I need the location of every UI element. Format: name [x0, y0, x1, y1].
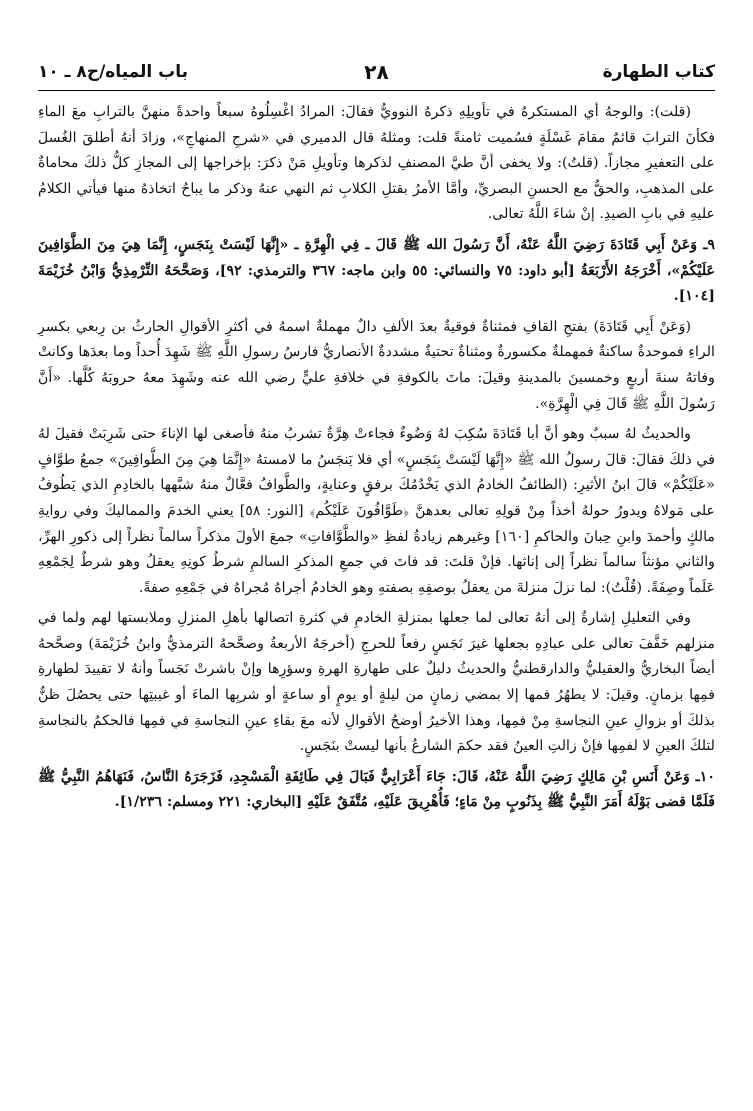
commentary-paragraph: وفي التعليلِ إشارةٌ إلى أنهُ تعالى لما جعلها بمنزلةِ الخادمِ في كثرةِ اتصالها بأهلِ المنزلِ وملابستها لهم ولما في منزلهم خَفَّفَ تعالى على عبادِهِ بجعلها غيرَ نَجَسٍ رفعاً للحرجِ (أخرجَهُ الأربعةُ وصحَّحهُ الترمذيُّ وابنُ خُزَيْمَةَ) وصحَّحهُ أيضاً البخاريُّ والعقيليُّ والدارقطنيُّ والحديثُ دليلٌ على طهارةِ الهرةِ وسؤرِها وإنْ باشرتْ نَجَساً وأنهُ لا تقييدَ لطهارةِ فمِها بزمانٍ. وقيلَ: لا يطهُرُ فمها إلا بمضي زمانٍ من ليلةٍ أو يومٍ أو ساعةٍ أو شربِها الماءَ أو غيبتِها حتى يحصُلَ ظنٌّ بذلكَ أو بزوالِ عينِ النجاسةِ مِنْ فمِها، وهذا الأخيرُ أوضحُ الأقوالِ لأنه معَ بقاءِ عينِ النجاسةِ في فمِها فالحكمُ بالنجاسةِ لتلكَ العينِ لا لفمِها فإنْ زالتِ العينُ فقد حكمَ الشارعُ بأنها ليستْ بنَجَسٍ. — [38, 610, 715, 755]
book-title: كتاب الطهارة — [602, 62, 715, 82]
page-number: ٢٨ — [364, 60, 389, 84]
commentary-paragraph: والحديثُ لهُ سببٌ وهو أنَّ أبا قَتَادَةَ سُكِبَ لهُ وَضُوءٌ فجاءتْ هِرَّةٌ تشربُ منهُ فأصغى لها الإناءَ حتى شَرِبَتْ فقيلَ لهُ في ذلكَ فقالَ: قالَ رسولُ الله ﷺ «إِنَّهَا لَيْسَتْ بِنَجَسٍ» أي فلا يَنجَسُ ما لامستهُ «إِنَّمَا هِيَ مِنَ الطَّوافِينَ» جمعُ طوَّافٍ «عَلَيْكُمْ» قالَ ابنُ الأثيرِ: (الطائفُ الخادمُ الذي يَخْدُمُكَ برفقٍ وعنايةٍ، والطَّوافُ فعَّالٌ منهُ شبَّهها بالخادِمِ الذي يَطُوفُ على مَولاهُ ويدورُ حولهُ أخذاً مِنْ قولِهِ تعالى بعدهنَّ ﴿طَوَّافُونَ عَلَيْكُم﴾ [النور: ٥٨] يعني الخدمَ والمماليكَ وفي روايةِ مالكٍ وأحمدَ وابنِ حِبانَ والحاكمِ [١٦٠] وغيرهم زيادةُ لفظِ «والطَّوَّافاتِ» جمعَ الأولَ مذكراً سالماً نظراً إلى ذكورِ الهرِّ، والثاني مؤنثاً سالماً نظراً إلى إناثها. فإنْ قلتَ: قد فاتَ في جمعِ المذكرِ السالمِ شرطُ كونِهِ يعقلُ وهو شرطٌ لِجَمْعِهِ عَلَماً وصِفَةً. (قُلْتُ): لما نزلَ منزلةَ من يعقلُ بوصفِهِ بصفتهِ وهو الخادمُ أجراهُ مُجراهُ في جَمْعِهِ صفةً. — [38, 426, 715, 596]
commentary-paragraph: (وَعَنْ أَبِي قَتَادَةَ) بفتحِ القافِ فمثناةٌ فوقيةٌ بعدَ الألفِ دالٌ مهملةٌ اسمهُ في أكثرِ الأقوالِ الحارثُ بن رِبعي بكسرِ الراءِ فموحدةٌ ساكنةٌ فمهملةٌ مكسورةٌ ومثناةٌ تحتيةٌ مشددةٌ الأنصاريُّ فارسُ رسولِ اللَّهِ ﷺ شَهِدَ أُحداً وما بعدَها وكانتْ وفاتهُ سنةَ أربعٍ وخمسينَ بالمدينةِ وقيلَ: ماتَ بالكوفةِ في خلافةِ عليٍّ رضي الله عنه وشَهِدَ معهُ حروبَهُ كُلَّها. «أَنَّ رَسُولَ اللَّهِ ﷺ قَالَ فِي الْهِرَّةِ». — [38, 318, 715, 412]
chapter-reference: باب المياه/ح٨ ـ ١٠ — [38, 62, 189, 82]
commentary-paragraph: (قلت): والوجهُ أي المستكرهُ في تأويلِهِ ذكرهُ النوويُّ فقالَ: المرادُ اغْسِلُوهُ سبعاً واحدةً منهنَّ بالترابِ معَ الماءِ فكأنَ الترابَ قائمٌ مقامَ غَسْلَةٍ فسُميت ثامنةً قلت: ومثلهُ قال الدميري في «شرحِ المنهاجِ»، وزادَ أنهُ أطلقَ الغُسلَ على التعفيرِ مجازاً. (قلتُ): ولا يخفى أنَّ طيَّ المصنفِ لذكرها وتأويلِ مَنْ ذكرَ: بإخراجها إلى المجازِ كلُّ ذلكَ محاماةٌ على المذهبِ، والحقُّ مع الحسنِ البصريِّ، وأمَّا الأمرُ بقتلِ الكلابِ ثم النهي عنهُ وذكر ما يباحُ اتخاذهُ منها فيأتي الكلامُ عليهِ في بابِ الصيدِ. إنْ شاءَ اللَّهُ تعالى. — [38, 104, 715, 223]
document-body — [38, 100, 715, 821]
header-divider — [38, 90, 715, 91]
page-header — [38, 56, 715, 88]
hadith-9: ٩ـ وَعَنْ أَبِي قَتَادَةَ رَضِيَ اللَّهُ عَنْهُ، أَنَّ رَسُولَ الله ﷺ قَالَ ـ فِي الْهِرَّةِ ـ «إِنَّهَا لَيْسَتْ بِنَجَسٍ، إِنَّمَا هِيَ مِنَ الطَّوَافِينَ عَلَيْكُمْ»، أَخْرَجَهُ الأَرْبَعَةُ [أبو داود: ٧٥ والنسائي: ٥٥ وابن ماجه: ٣٦٧ والترمذي: ٩٢]، وَصَحَّحَهُ التِّرْمِذِيُّ وَابْنُ خُزَيْمَةَ [١٠٤]. — [38, 236, 715, 305]
hadith-10: ١٠ـ وَعَنْ أَنَسِ بْنِ مَالِكٍ رَضِيَ اللَّهُ عَنْهُ، قَالَ: جَاءَ أَعْرَابِيٌّ فَبَالَ فِي طَائِفَةِ الْمَسْجِدِ، فَزَجَرَهُ النَّاسُ، فَنَهَاهُمُ النَّبِيُّ ﷺ فَلَمَّا قضى بَوْلَهُ أَمَرَ النَّبِيُّ ﷺ بِذَنُوبٍ مِنْ مَاءٍ؛ فَأُهْرِيقَ عَلَيْهِ، مُتَّفَقٌ عَلَيْهِ [البخاري: ٢٢١ ومسلم: ١/٢٣٦]. — [38, 768, 715, 811]
